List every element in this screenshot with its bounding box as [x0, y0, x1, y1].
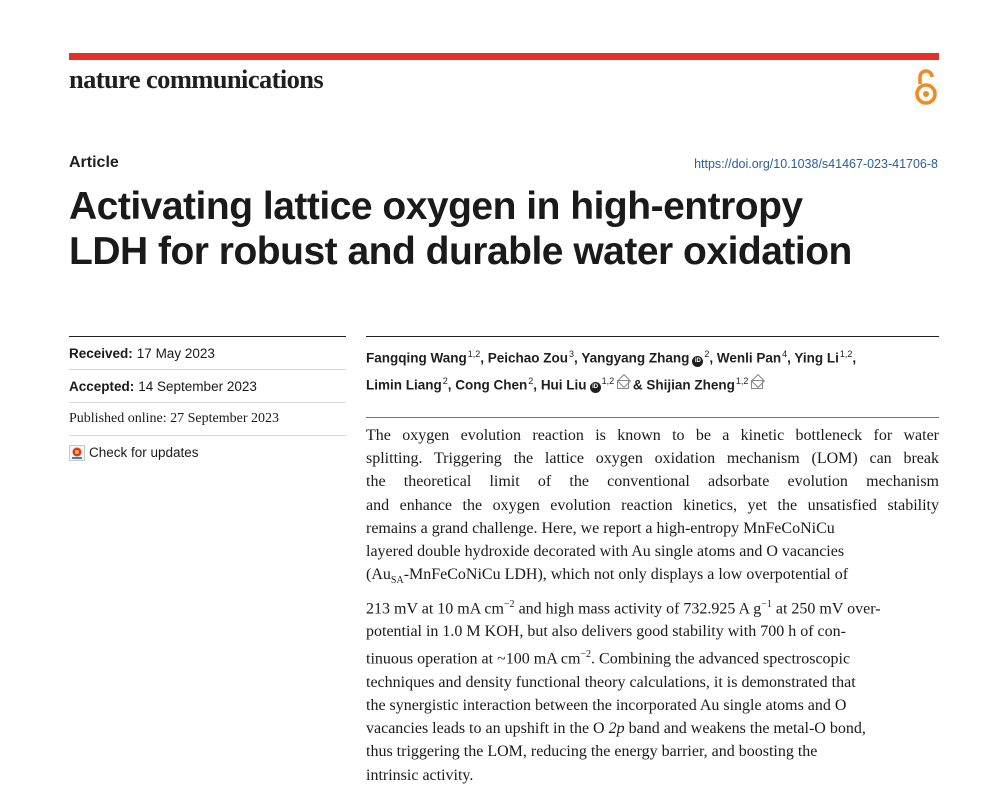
received-date: 17 May 2023: [136, 345, 215, 361]
abstract-text: -MnFeCoNiCu LDH), which not only displays a low overpotential of: [403, 566, 849, 584]
abstract-line: and enhance the oxygen evolution reaction kinetics, yet the unsatisfied stability: [366, 496, 939, 514]
orcid-icon[interactable]: iD: [590, 382, 601, 393]
abstract-line: potential in 1.0 M KOH, but also delivers good stability with 700 h of con-: [366, 623, 846, 641]
abstract-superscript: −2: [503, 598, 515, 610]
author-name[interactable]: Yangyang Zhang: [581, 350, 690, 366]
abstract-line: thus triggering the LOM, reducing the energy barrier, and boosting the: [366, 743, 818, 761]
journal-name: nature communications: [69, 64, 324, 94]
author-name[interactable]: Shijian Zheng: [646, 377, 735, 392]
abstract-line: The oxygen evolution reaction is known to be a kinetic bottleneck for water: [366, 427, 939, 444]
author-conjunction: &: [632, 377, 643, 392]
author-affiliation: 2: [442, 375, 448, 386]
author-name[interactable]: Fangqing Wang: [366, 350, 467, 366]
abstract-line: [366, 717, 939, 740]
author-block: [366, 336, 939, 396]
received-label: Received:: [69, 345, 133, 361]
open-access-icon: [912, 68, 940, 106]
abstract-line: intrinsic activity.: [366, 766, 474, 784]
abstract-superscript: −1: [761, 598, 772, 610]
abstract-line: [366, 593, 939, 621]
author-name[interactable]: Wenli Pan: [716, 350, 782, 366]
abstract-divider: [366, 417, 939, 418]
author-affiliation: 1,2: [467, 349, 481, 359]
abstract-text: band and weakens the metal-O bond,: [624, 720, 866, 738]
abstract-line: the synergistic interaction between the incorporated Au single atoms and O: [366, 697, 847, 715]
article-type: Article: [69, 154, 119, 171]
check-updates-icon: [69, 445, 85, 461]
check-updates-button[interactable]: [69, 436, 346, 469]
doi-link[interactable]: https://doi.org/10.1038/s41467-023-41706-8: [694, 157, 938, 171]
title-line: Activating lattice oxygen in high-entropy: [69, 185, 803, 228]
abstract-text: 213 mV at 10 mA cm: [366, 599, 504, 617]
check-updates-label: Check for updates: [89, 445, 199, 460]
email-icon[interactable]: [751, 380, 763, 389]
abstract-italic: 2p: [608, 720, 625, 738]
author-affiliation: 3: [569, 349, 575, 359]
abstract: [366, 424, 939, 787]
author-affiliation: 1,2: [839, 349, 853, 359]
abstract-line: [366, 563, 939, 592]
header-accent-rule: [69, 53, 939, 60]
abstract-text: vacancies leads to an upshift in the O: [366, 720, 609, 738]
abstract-subscript: SA: [390, 575, 404, 587]
abstract-line: techniques and density functional theory calculations, it is demonstrated that: [366, 673, 856, 691]
author-list: Fangqing Wang$^{1,2}$, Peichao Zou$^3$, Yangyang Zhang $iD^2$, Wenli Pan$^4$, Ying Li$^{1,2}$, Limin Liang$^2$, Cong Chen$^2$, Hui Liu iD$^{1,2}$ & Shijian Zheng$^{1,2}$: [366, 349, 857, 392]
author-affiliation: 4: [782, 349, 788, 359]
email-icon[interactable]: [617, 380, 629, 389]
abstract-line: the theoretical limit of the conventional adsorbate evolution mechanism: [366, 473, 939, 491]
title-line: LDH for robust and durable water oxidation: [69, 230, 852, 273]
author-name[interactable]: Hui Liu: [540, 377, 587, 392]
abstract-text: tinuous operation at ~100 mA cm: [366, 650, 581, 668]
accepted-row: [69, 370, 346, 403]
author-affiliation: 1,2: [601, 375, 615, 386]
author-affiliation: 2: [528, 375, 534, 386]
abstract-text: at 250 mV over-: [771, 599, 881, 617]
author-name[interactable]: Cong Chen: [455, 377, 528, 392]
author-name[interactable]: Limin Liang: [366, 377, 442, 392]
author-name[interactable]: Ying Li: [794, 350, 839, 366]
abstract-text: . Combining the advanced spectroscopic: [591, 650, 851, 668]
abstract-line: layered double hydroxide decorated with Au single atoms and O vacancies: [366, 543, 845, 561]
article-history: [69, 336, 346, 469]
published-row: [69, 403, 346, 436]
accepted-label: Accepted:: [69, 378, 135, 394]
author-affiliation: 1,2: [735, 375, 749, 386]
abstract-text: (Au: [366, 566, 391, 584]
abstract-line: [366, 643, 939, 671]
author-name[interactable]: Peichao Zou: [487, 350, 569, 366]
abstract-line: remains a grand challenge. Here, we report a high-entropy MnFeCoNiCu: [366, 519, 835, 537]
abstract-superscript: −2: [580, 649, 592, 661]
orcid-icon[interactable]: iD: [692, 356, 703, 367]
abstract-text: and high mass activity of 732.925 A g: [514, 599, 762, 617]
accepted-date: 14 September 2023: [138, 378, 257, 394]
author-affiliation: 2: [704, 349, 710, 359]
abstract-line: splitting. Triggering the lattice oxygen oxidation mechanism (LOM) can break: [366, 450, 939, 468]
published-date: Published online: 27 September 2023: [69, 411, 279, 426]
received-row: [69, 337, 346, 370]
article-title: [69, 184, 949, 274]
